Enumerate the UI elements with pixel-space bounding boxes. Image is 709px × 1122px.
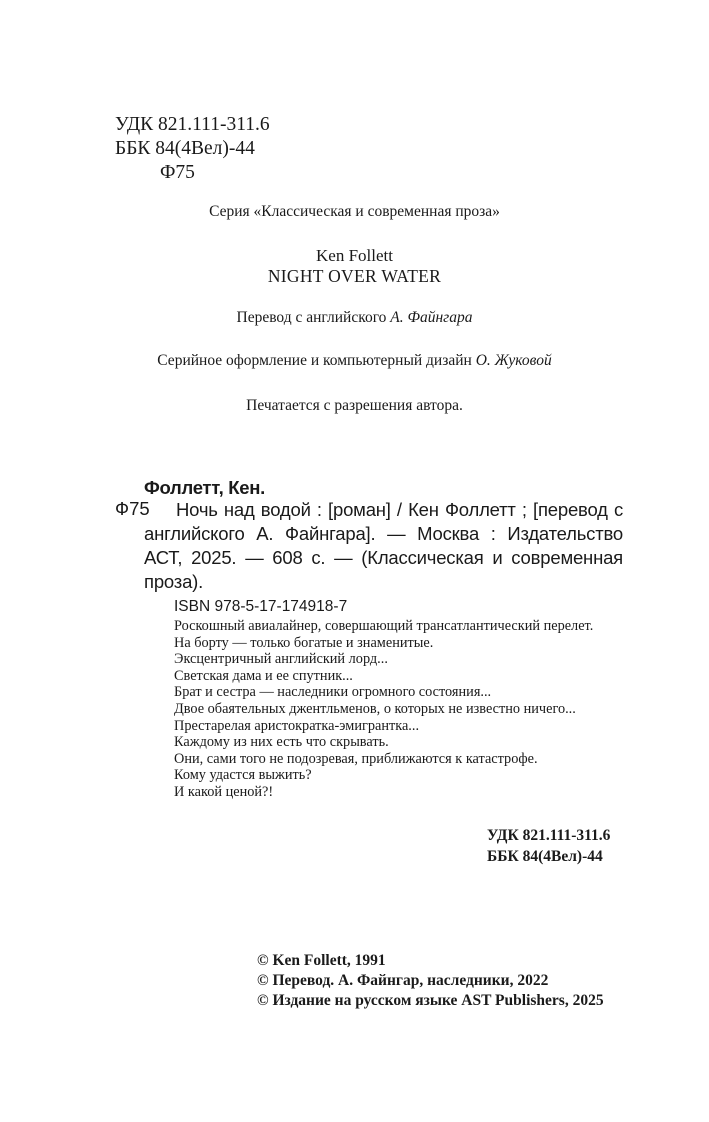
udk-code: УДК 821.111-311.6 <box>115 114 270 135</box>
annotation-line: Каждому из них есть что скрывать. <box>174 734 389 751</box>
udk-code-bottom: УДК 821.111-311.6 <box>487 827 611 844</box>
bibliographic-author-heading: Фоллетт, Кен. <box>144 477 265 498</box>
classification-block-top <box>115 113 270 185</box>
annotation-line: На борту — только богатые и знаменитые. <box>174 634 434 651</box>
design-credit <box>0 352 709 370</box>
bbk-code-bottom: ББК 84(4Вел)-44 <box>487 848 603 865</box>
annotation-line: Брат и сестра — наследники огромного состояния... <box>174 684 492 701</box>
copyright-line: © Ken Follett, 1991 <box>257 952 386 969</box>
copyright-line: © Издание на русском языке AST Publishers, 2025 <box>257 992 604 1009</box>
annotation-line: И какой ценой?! <box>174 783 274 800</box>
bibliographic-description <box>144 498 623 594</box>
permission-note: Печатается с разрешения автора. <box>246 397 463 414</box>
bibliographic-mark: Ф75 <box>115 498 150 519</box>
annotation-line: Двое обаятельных джентльменов, о которых не известно ничего... <box>174 700 576 717</box>
author-mark: Ф75 <box>160 162 195 183</box>
annotation-line: Они, сами того не подозревая, приближаются к катастрофе. <box>174 750 538 767</box>
bibliographic-description-text: Ночь над водой : [роман] / Кен Фоллетт ; [перевод с английского А. Файнгара]. — Москва : Издательство АСТ, 2025. — 608 с. — (Классическая и современная проза). <box>144 499 623 592</box>
designer-name: О. Жуковой <box>475 352 552 369</box>
copyright-block <box>257 951 604 1011</box>
series-line: Серия «Классическая и современная проза» <box>209 203 500 220</box>
classification-block-bottom <box>487 825 610 867</box>
design-prefix: Серийное оформление и компьютерный дизайн <box>157 352 472 369</box>
translator-name: А. Файнгара <box>390 309 473 326</box>
isbn: ISBN 978-5-17-174918-7 <box>174 598 348 615</box>
annotation-line: Престарелая аристократка-эмигрантка... <box>174 717 420 734</box>
original-author: Ken Follett <box>316 246 393 265</box>
annotation-lead: Роскошный авиалайнер, совершающий трансатлантический перелет. <box>174 618 594 634</box>
translation-prefix: Перевод с английского <box>236 309 387 326</box>
bbk-code: ББК 84(4Вел)-44 <box>115 138 255 159</box>
annotation-line: Эксцентричный английский лорд... <box>174 651 388 668</box>
annotation <box>144 618 623 801</box>
copyright-line: © Перевод. А. Файнгар, наследники, 2022 <box>257 972 549 989</box>
original-title: NIGHT OVER WATER <box>267 266 442 286</box>
translation-credit <box>0 309 709 327</box>
annotation-line: Кому удастся выжить? <box>174 767 312 784</box>
annotation-line: Светская дама и ее спутник... <box>174 667 353 684</box>
